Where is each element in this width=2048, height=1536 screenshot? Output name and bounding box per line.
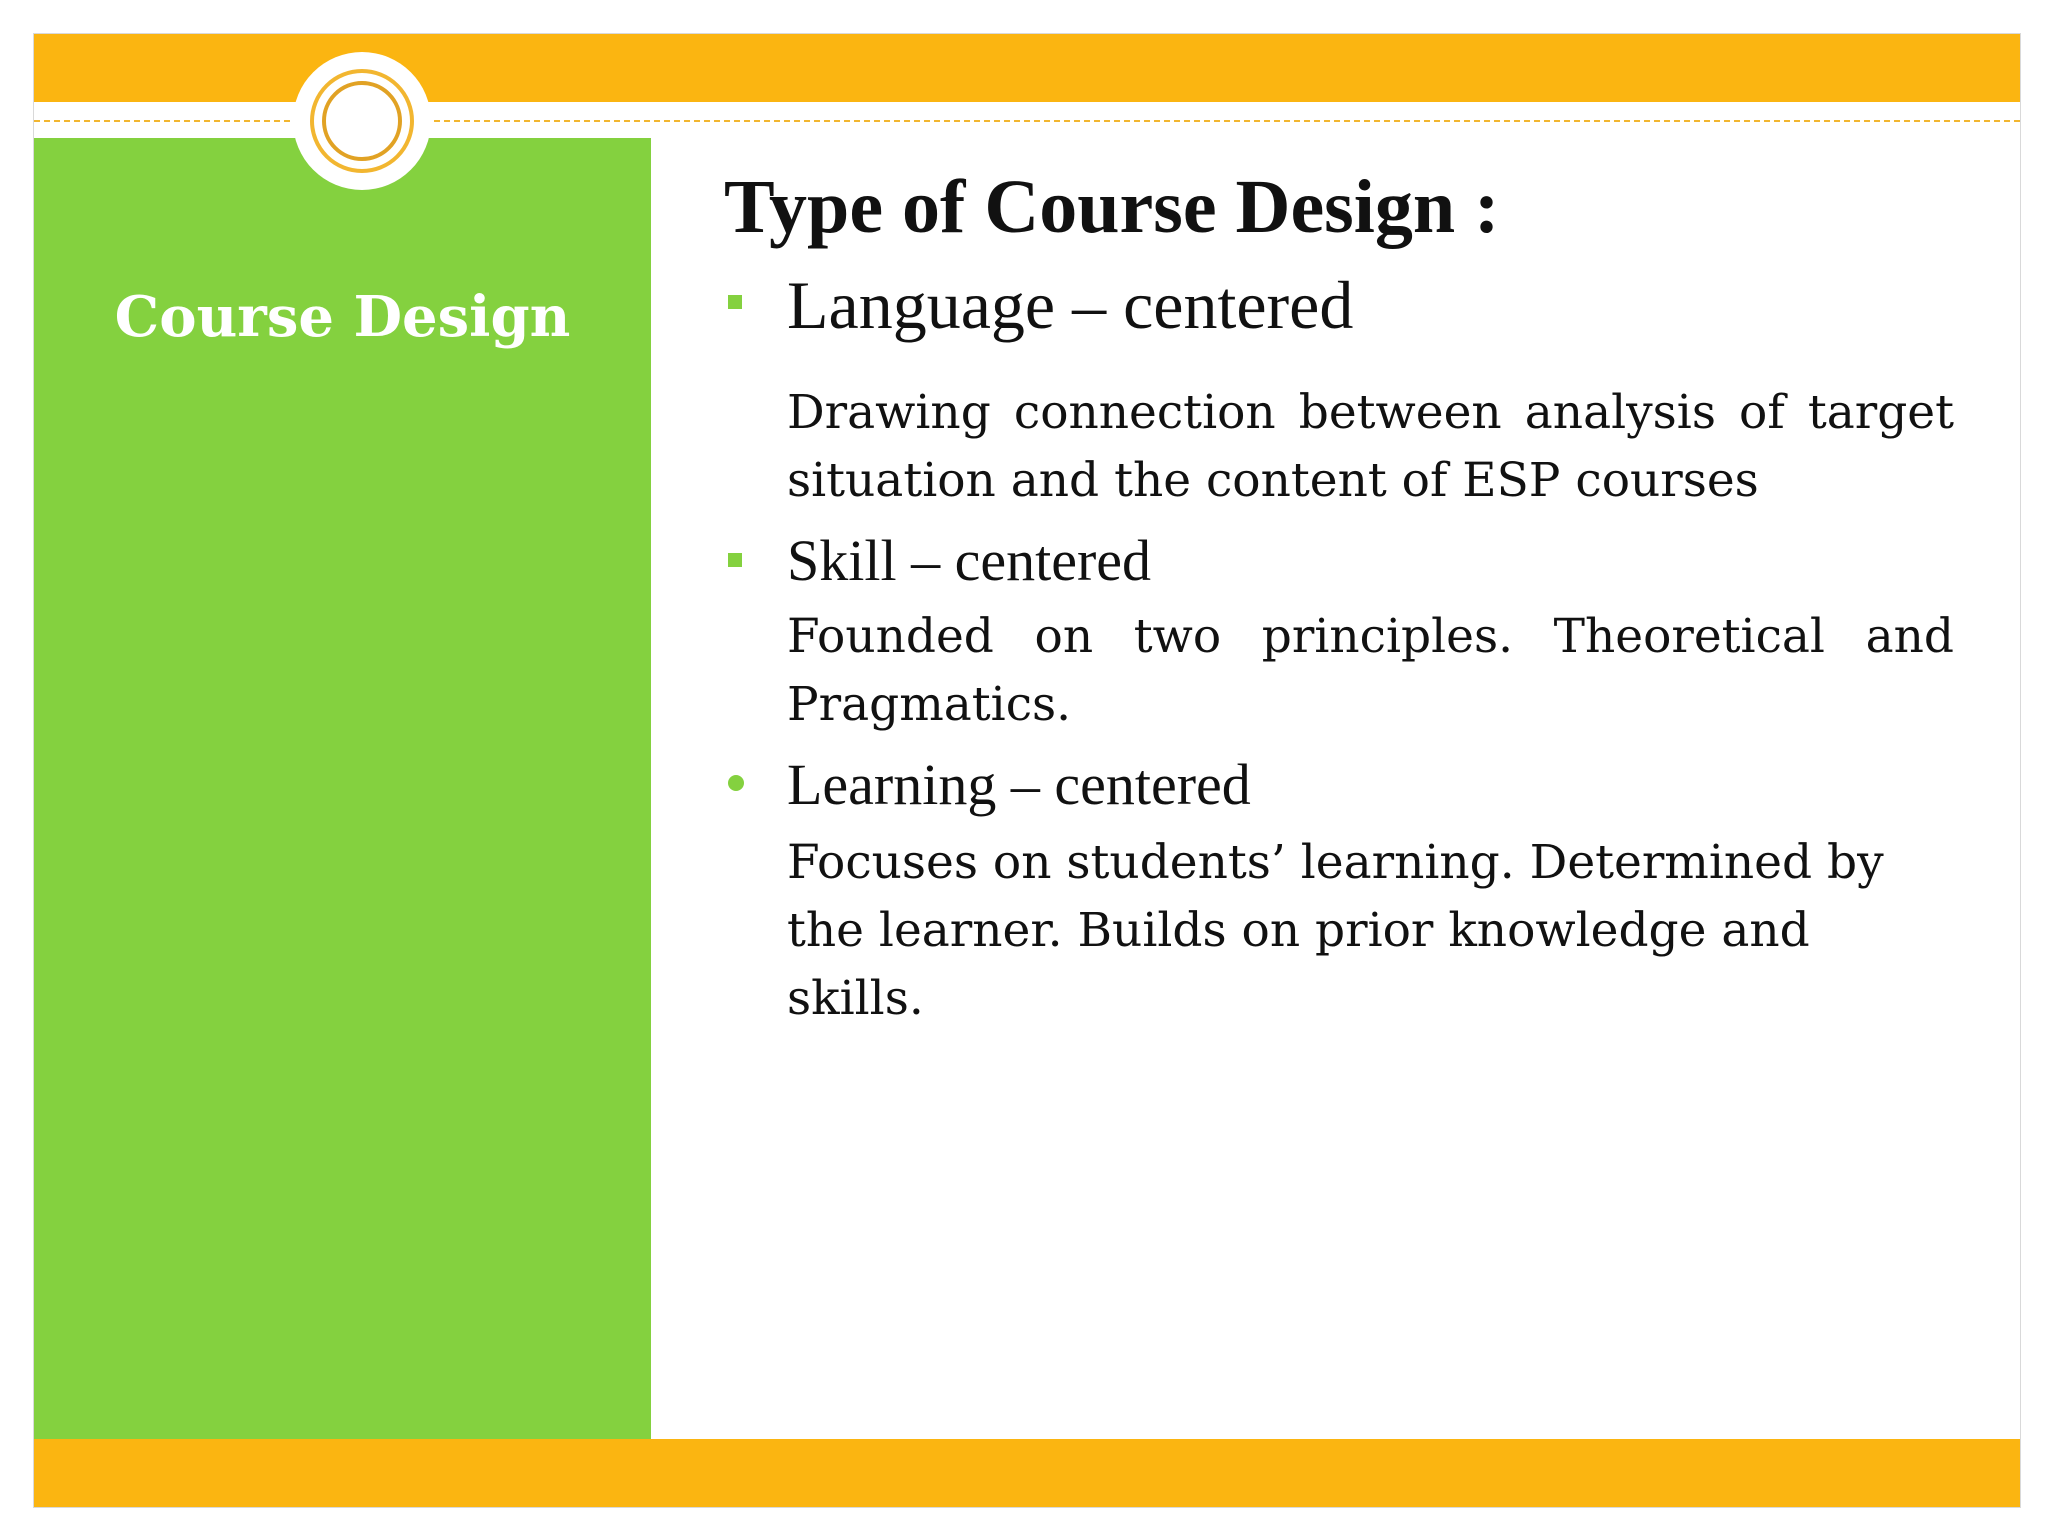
main-content [724,164,1974,1033]
sidebar-panel [34,138,651,1439]
item-label: Language – centered [787,267,1354,344]
list-item-skill-centered [724,521,1974,739]
slide-heading: Type of Course Design : [724,165,1500,249]
sidebar-title: Course Design [114,284,571,350]
item-description: Focuses on students’ learning. Determined by the learner. Builds on prior knowledge and skills. [787,835,1884,1027]
badge-outer-ring [310,69,414,173]
square-bullet-icon [728,553,742,567]
dot-bullet-icon [728,775,744,791]
bottom-accent-band [34,1439,2020,1507]
item-description: Founded on two principles. Theoretical and Pragmatics. [787,609,1954,733]
list-item-learning-centered [724,745,1974,1033]
slide [33,33,2021,1508]
list-item-language-centered [724,261,1974,515]
item-label: Skill – centered [787,528,1152,594]
circle-badge-icon [293,52,431,190]
item-label: Learning – centered [787,752,1251,818]
badge-inner-ring [322,81,402,161]
item-description: Drawing connection between analysis of target situation and the content of ESP courses [787,385,1954,509]
square-bullet-icon [728,295,742,309]
